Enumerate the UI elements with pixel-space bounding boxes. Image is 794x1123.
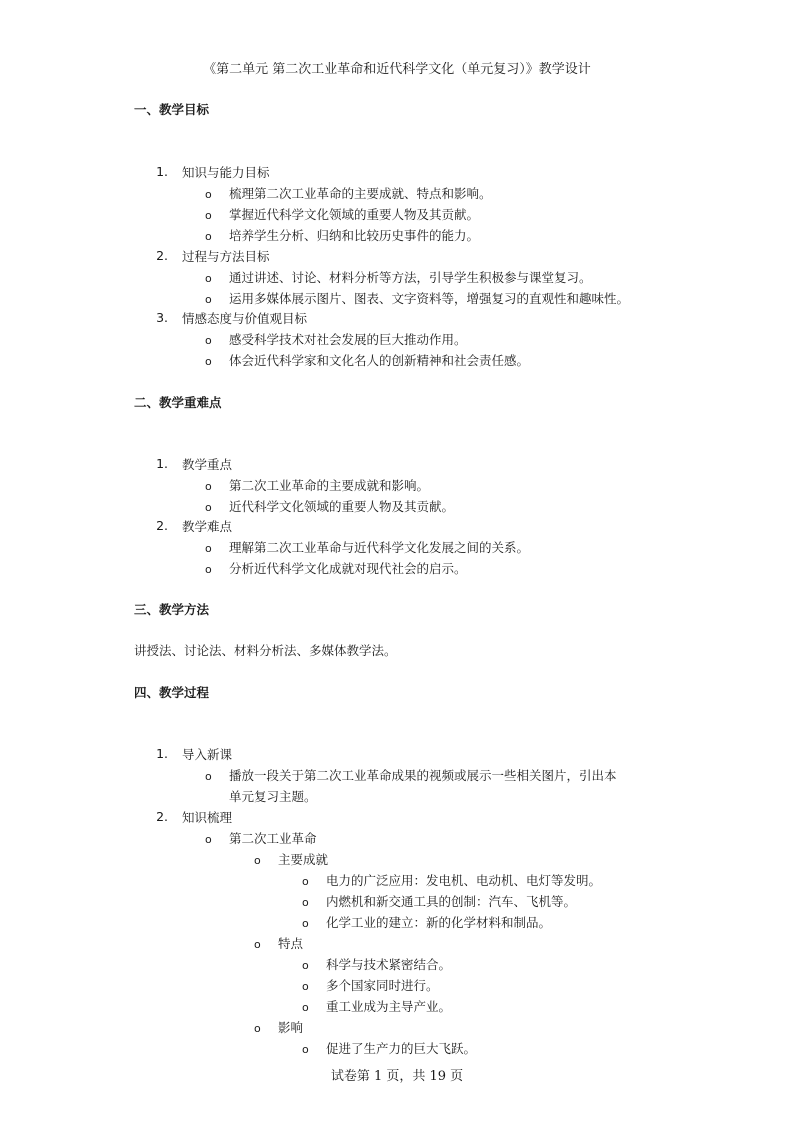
list-subitem: 培养学生分析、归纳和比较历史事件的能力。 [229,228,480,243]
bullet-icon: o [205,542,212,555]
page-footer: 试卷第 1 页，共 19 页 [330,1069,464,1084]
methods-paragraph: 讲授法、讨论法、材料分析法、多媒体教学法。 [134,643,397,658]
list-item-label: 知识梳理 [182,810,233,825]
group-label: 影响 [278,1020,304,1035]
list-subitem: 播放一段关于第二次工业革命成果的视频或展示一些相关图片，引出本 [229,768,617,783]
group-item: 重工业成为主导产业。 [326,999,452,1014]
bullet-icon: o [302,896,309,909]
list-number: 2. [156,518,168,533]
list-number: 2. [156,248,168,263]
list-subitem: 感受科学技术对社会发展的巨大推动作用。 [229,332,467,347]
list-number: 1. [156,456,168,471]
bullet-icon: o [205,188,212,201]
group-label: 特点 [278,936,304,951]
group-item: 化学工业的建立：新的化学材料和制品。 [326,915,552,930]
bullet-icon: o [205,501,212,514]
section-heading-process: 四、教学过程 [134,685,210,700]
bullet-icon: o [205,209,212,222]
list-subitem: 分析近代科学文化成就对现代社会的启示。 [229,561,467,576]
list-subitem: 掌握近代科学文化领域的重要人物及其贡献。 [229,207,480,222]
group-item: 促进了生产力的巨大飞跃。 [326,1041,477,1056]
list-item-label: 教学难点 [182,519,233,534]
bullet-icon: o [205,770,212,783]
group-item: 多个国家同时进行。 [326,978,439,993]
list-item-label: 教学重点 [182,457,233,472]
list-number: 3. [156,310,168,325]
group-item: 科学与技术紧密结合。 [326,957,452,972]
bullet-icon: o [302,1043,309,1056]
list-subitem: 通过讲述、讨论、材料分析等方法，引导学生积极参与课堂复习。 [229,270,592,285]
list-subitem: 理解第二次工业革命与近代科学文化发展之间的关系。 [229,540,530,555]
bullet-icon: o [205,272,212,285]
list-subitem-continuation: 单元复习主题。 [229,789,317,804]
list-subitem: 第二次工业革命的主要成就和影响。 [229,478,430,493]
bullet-icon: o [302,917,309,930]
list-number: 2. [156,809,168,824]
bullet-icon: o [205,334,212,347]
list-subitem: 梳理第二次工业革命的主要成就、特点和影响。 [229,186,492,201]
bullet-icon: o [302,959,309,972]
bullet-icon: o [254,854,261,867]
bullet-icon: o [302,875,309,888]
list-subitem: 近代科学文化领域的重要人物及其贡献。 [229,499,455,514]
bullet-icon: o [254,1022,261,1035]
document-title: 《第二单元 第二次工业革命和近代科学文化（单元复习）》教学设计 [203,62,591,77]
list-item-label: 过程与方法目标 [182,249,270,264]
bullet-icon: o [205,355,212,368]
list-item-label: 情感态度与价值观目标 [182,311,308,326]
list-item-label: 知识与能力目标 [182,165,270,180]
section-heading-objectives: 一、教学目标 [134,102,210,117]
list-subitem: 体会近代科学家和文化名人的创新精神和社会责任感。 [229,353,530,368]
bullet-icon: o [205,293,212,306]
list-number: 1. [156,746,168,761]
bullet-icon: o [302,980,309,993]
list-number: 1. [156,164,168,179]
group-item: 电力的广泛应用：发电机、电动机、电灯等发明。 [326,873,602,888]
group-item: 内燃机和新交通工具的创制：汽车、飞机等。 [326,894,577,909]
list-subitem: 运用多媒体展示图片、图表、文字资料等，增强复习的直观性和趣味性。 [229,291,630,306]
bullet-icon: o [205,833,212,846]
group-label: 主要成就 [278,852,329,867]
bullet-icon: o [205,480,212,493]
list-subitem: 第二次工业革命 [229,831,317,846]
bullet-icon: o [205,230,212,243]
section-heading-methods: 三、教学方法 [134,602,210,617]
list-item-label: 导入新课 [182,747,233,762]
bullet-icon: o [254,938,261,951]
bullet-icon: o [302,1001,309,1014]
bullet-icon: o [205,563,212,576]
section-heading-key-points: 二、教学重难点 [134,395,222,410]
